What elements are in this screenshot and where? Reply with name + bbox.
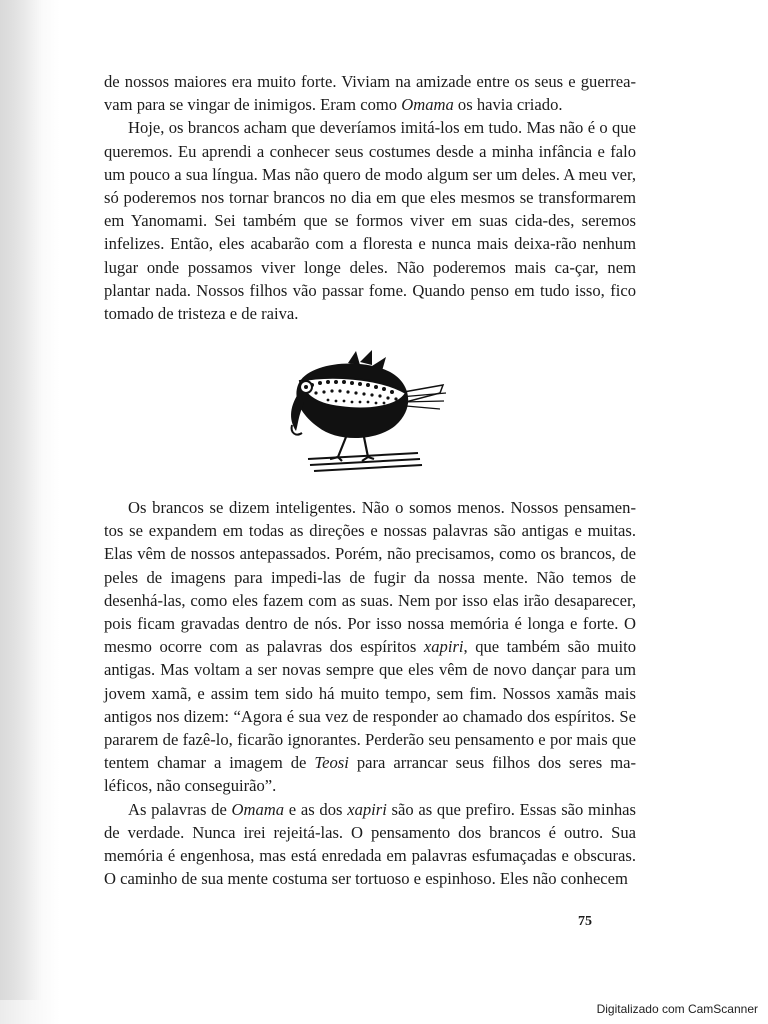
italic-term: Teosi [314, 753, 349, 773]
text-run: são as que prefiro. Essas são minhas de verdade. Nunca irei rejeitá-las. O pensamento dos brancos é outro. Sua memória é engenhosa, mas está enredada em palavras esfumaçadas e obscuras. O caminho de sua mente costuma ser tortuoso e espinhoso. Eles não conhecem [104, 799, 636, 889]
paragraph [104, 798, 636, 891]
bird-illustration [268, 345, 458, 475]
italic-term: Omama [401, 95, 454, 115]
page-gutter-shadow [0, 0, 42, 1000]
scanner-watermark: Digitalizado com CamScanner [596, 1002, 758, 1016]
paragraph [104, 496, 636, 798]
text-run: para arrancar seus filhos dos seres ma-léficos, não conseguirão”. [104, 753, 637, 796]
text-run: os havia criado. [453, 95, 563, 115]
text-block-top [104, 70, 636, 325]
text-run: e as dos [284, 799, 348, 819]
text-run: de nossos maiores era muito forte. Viviam na amizade entre os seus e guerrea-vam para se vingar de inimigos. Eram como [104, 72, 636, 115]
text-run: Hoje, os brancos acham que deveríamos imitá-los em tudo. Mas não é o que queremos. Eu aprendi a conhecer seus costumes desde a minha infância e falo um pouco a sua língua. Mas não quero de modo algum ser um deles. A meu ver, só poderemos nos tornar brancos no dia em que eles mesmos se transformarem em Yanomami. Sei também que se formos viver em suas cida-des, seremos infelizes. Então, eles acabarão com a floresta e nunca mais deixa-rão nenhum lugar onde possamos viver longe deles. Não poderemos mais ca-çar, nem plantar nada. Nossos filhos vão passar fome. Quando penso em tudo isso, fico tomado de tristeza e de raiva. [104, 118, 636, 324]
page-number: 75 [578, 914, 592, 929]
text-block-bottom [104, 496, 636, 890]
text-run: , que também são muito antigas. Mas voltam a ser novas sempre que eles vêm de novo dançar para um jovem xamã, e assim tem sido há muito tempo, sem fim. Nossos xamãs mais antigos nos dizem: “Agora é sua vez de responder ao chamado dos espíritos. Se pararem de fazê-lo, ficarão ignorantes. Perderão seu pensamento e por mais que tentem chamar a imagem de [104, 637, 636, 773]
paragraph [104, 70, 636, 116]
italic-term: xapiri [423, 637, 464, 657]
text-run: As palavras de [128, 799, 232, 819]
italic-term: Omama [231, 799, 285, 819]
paragraph [104, 116, 636, 325]
italic-term: xapiri [347, 799, 387, 819]
text-run: Os brancos se dizem inteligentes. Não o somos menos. Nossos pensamen-tos se expandem em todas as direções e nossas palavras são antigas e muitas. Elas vêm de nossos antepassados. Porém, não precisamos, como os brancos, de peles de imagens para impedi-las de fugir da nossa mente. Não temos de desenhá-las, como eles fazem com as suas. Nem por isso elas irão desaparecer, pois ficam gravadas dentro de nós. Por isso nossa memória é longa e forte. O mesmo ocorre com as palavras dos espíritos [104, 498, 636, 657]
